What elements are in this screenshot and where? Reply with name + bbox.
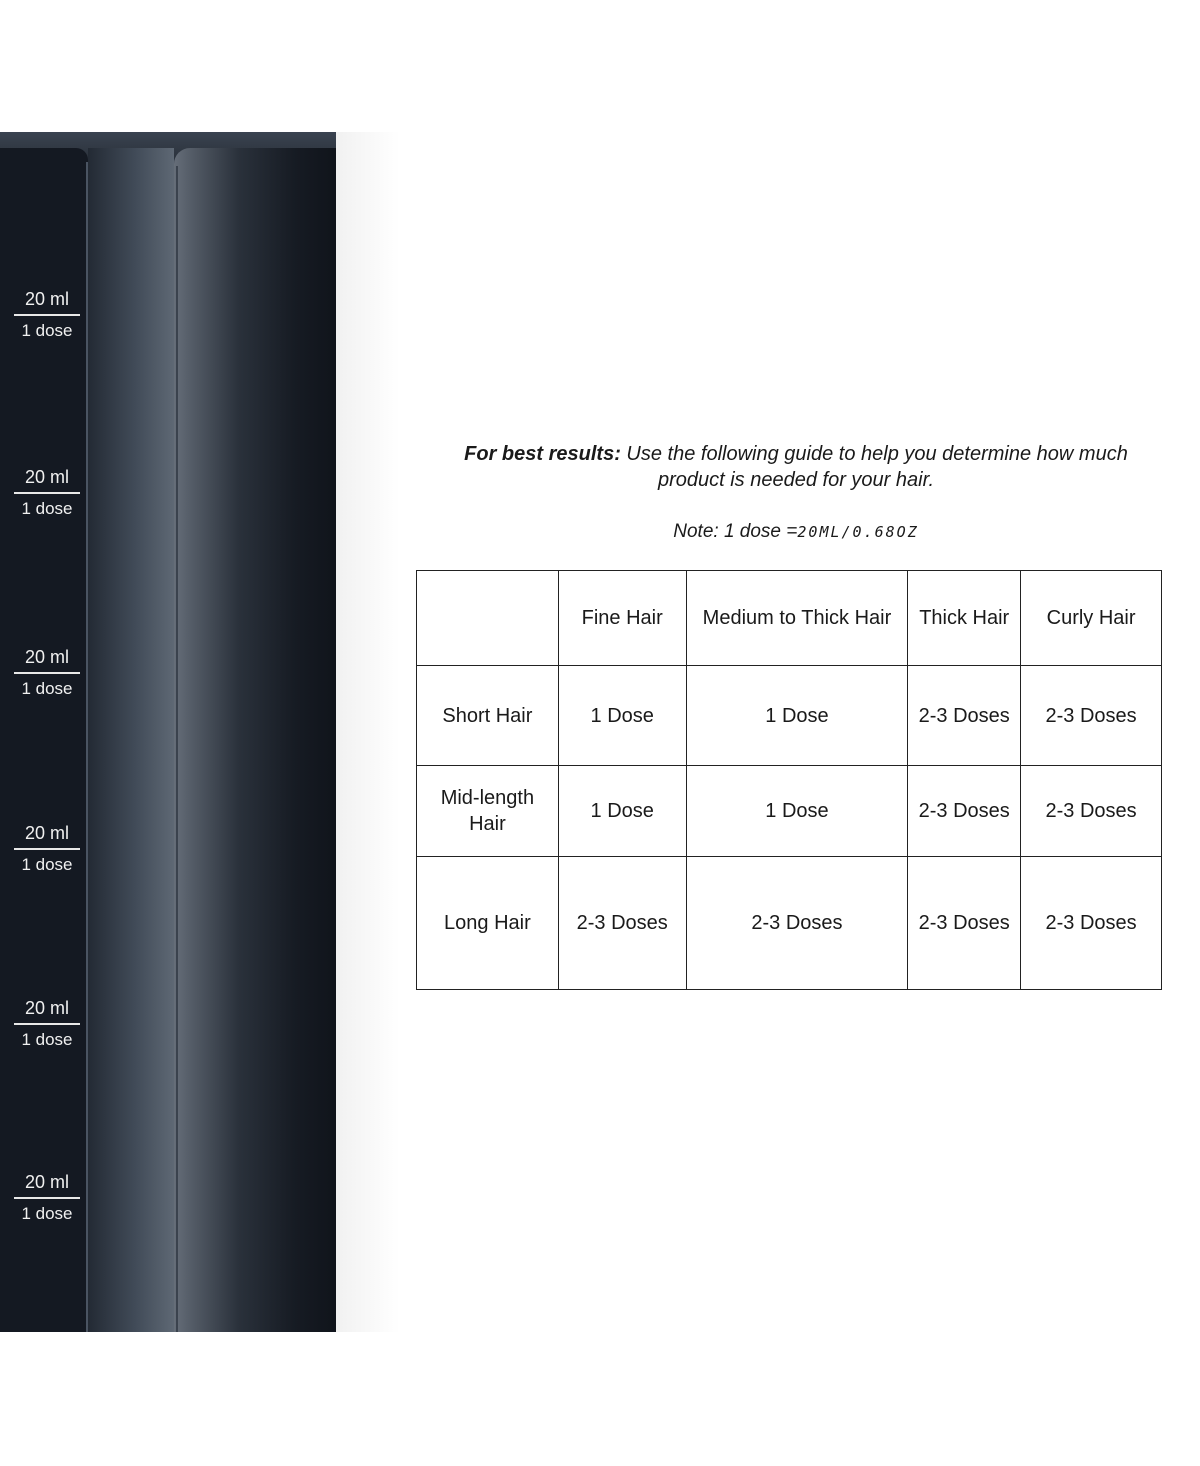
table-cell: 2-3 Doses xyxy=(1021,766,1162,857)
table-cell: 2-3 Doses xyxy=(1021,857,1162,990)
dose-mark-ml: 20 ml xyxy=(14,1171,80,1199)
bottle-window xyxy=(88,148,174,1332)
table-cell: 1 Dose xyxy=(686,666,908,766)
dose-mark xyxy=(14,466,80,520)
dose-mark-dose: 1 dose xyxy=(21,321,73,340)
dose-mark-ml: 20 ml xyxy=(14,997,80,1025)
table-header-row xyxy=(417,571,1162,666)
panel-edge xyxy=(176,166,178,1332)
row-label: Mid-length Hair xyxy=(417,766,559,857)
dose-mark-ml: 20 ml xyxy=(14,288,80,316)
table-header: Fine Hair xyxy=(558,571,686,666)
table-header: Thick Hair xyxy=(908,571,1021,666)
intro-body: Use the following guide to help you determine how much product is needed for your hair. xyxy=(620,443,1128,491)
dose-mark-ml: 20 ml xyxy=(14,822,80,850)
measuring-strip xyxy=(0,148,88,1332)
bottle-label-panel xyxy=(174,148,336,1332)
table-header: Curly Hair xyxy=(1021,571,1162,666)
table-cell: 2-3 Doses xyxy=(908,766,1021,857)
note-label: Note: 1 dose = xyxy=(673,521,798,542)
dose-mark-dose: 1 dose xyxy=(21,499,73,518)
bottle-photo xyxy=(0,132,400,1332)
dose-mark-dose: 1 dose xyxy=(21,1204,73,1223)
table-cell: 2-3 Doses xyxy=(558,857,686,990)
table-row xyxy=(417,666,1162,766)
table-cell: 2-3 Doses xyxy=(908,666,1021,766)
table-header: Medium to Thick Hair xyxy=(686,571,908,666)
dose-mark-dose: 1 dose xyxy=(21,855,73,874)
dose-mark-ml: 20 ml xyxy=(14,646,80,674)
table-cell: 2-3 Doses xyxy=(686,857,908,990)
table-cell: 2-3 Doses xyxy=(908,857,1021,990)
table-cell: 2-3 Doses xyxy=(1021,666,1162,766)
intro-lead: For best results: xyxy=(464,443,621,465)
table-header-empty xyxy=(417,571,559,666)
dosage-guide-table xyxy=(416,570,1162,990)
table-row xyxy=(417,766,1162,857)
row-label: Long Hair xyxy=(417,857,559,990)
bottle xyxy=(0,132,336,1332)
table-cell: 1 Dose xyxy=(558,766,686,857)
dose-mark-ml: 20 ml xyxy=(14,466,80,494)
note-value: 20ML/0.68OZ xyxy=(797,523,919,541)
dose-mark-dose: 1 dose xyxy=(21,679,73,698)
dose-mark xyxy=(14,1171,80,1225)
dose-mark xyxy=(14,822,80,876)
dose-mark xyxy=(14,997,80,1051)
dose-mark xyxy=(14,646,80,700)
dose-mark-dose: 1 dose xyxy=(21,1030,73,1049)
table-cell: 1 Dose xyxy=(686,766,908,857)
intro-text xyxy=(440,441,1152,493)
dose-note xyxy=(440,520,1152,544)
table-cell: 1 Dose xyxy=(558,666,686,766)
dose-mark xyxy=(14,288,80,342)
row-label: Short Hair xyxy=(417,666,559,766)
table-row xyxy=(417,857,1162,990)
